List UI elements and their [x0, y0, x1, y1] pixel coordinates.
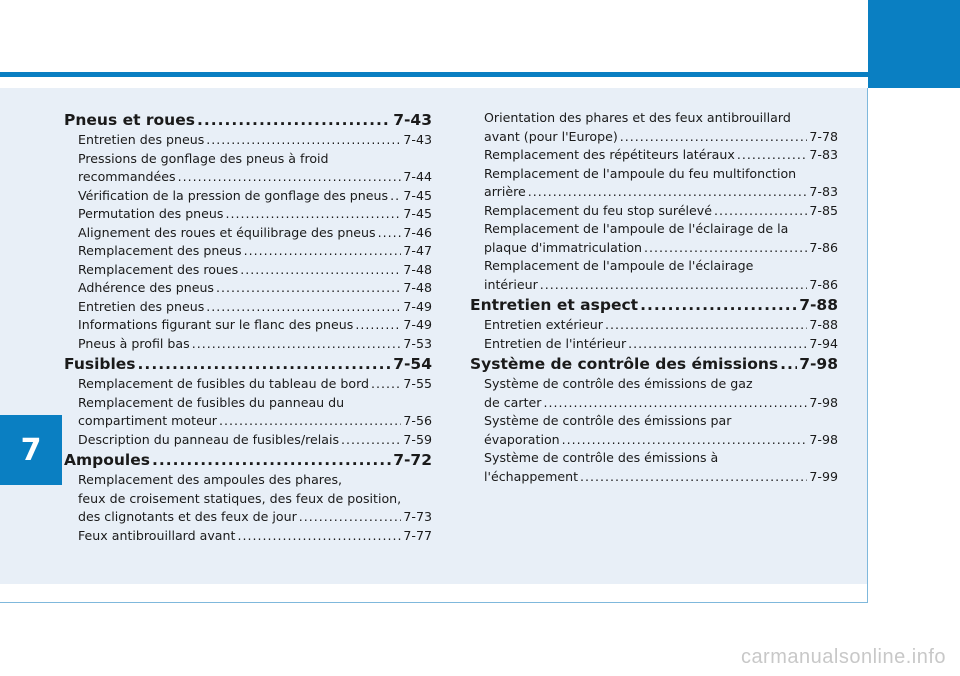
- toc-entry[interactable]: arrière ..... 7-83: [470, 183, 838, 202]
- toc-entry[interactable]: Adhérence des pneus ..... 7-48: [64, 279, 432, 298]
- toc-section-bulbs[interactable]: Ampoules ..... 7-72: [64, 449, 432, 471]
- toc-entry[interactable]: Remplacement du feu stop surélevé ..... 7-85: [470, 202, 838, 221]
- panel-divider: [867, 88, 868, 603]
- toc-entry[interactable]: intérieur ..... 7-86: [470, 276, 838, 295]
- toc-entry[interactable]: avant (pour l'Europe) ..... 7-78: [470, 128, 838, 147]
- toc-entry-line: Remplacement de l'ampoule de l'éclairage: [484, 258, 754, 273]
- watermark: carmanualsonline.info: [740, 646, 946, 668]
- toc-entry[interactable]: Description du panneau de fusibles/relais ..... 7-59: [64, 431, 432, 450]
- toc-section-fuses[interactable]: Fusibles ..... 7-54: [64, 353, 432, 375]
- toc-entry[interactable]: de carter ..... 7-98: [470, 394, 838, 413]
- toc-column-right: [470, 109, 838, 486]
- toc-entry[interactable]: Alignement des roues et équilibrage des pneus ..... 7-46: [64, 224, 432, 243]
- toc-entry-line: Remplacement de fusibles du panneau du: [78, 394, 345, 410]
- toc-entry-line: Orientation des phares et des feux antibrouillard: [484, 110, 791, 125]
- toc-entry-line: feux de croisement statiques, des feux de position,: [78, 490, 402, 506]
- toc-entry[interactable]: l'échappement ..... 7-99: [470, 468, 838, 487]
- toc-column-left: [64, 109, 432, 545]
- footer-rule: [0, 602, 868, 603]
- toc-section-emissions[interactable]: Système de contrôle des émissions ..... 7-98: [470, 353, 838, 375]
- toc-entry[interactable]: évaporation ..... 7-98: [470, 431, 838, 450]
- toc-entry-line: Remplacement de l'ampoule du feu multifonction: [484, 165, 797, 181]
- header-rule: [0, 72, 868, 77]
- toc-entry[interactable]: Permutation des pneus ..... 7-45: [64, 205, 432, 224]
- toc-entry-line: Remplacement des ampoules des phares,: [78, 472, 343, 487]
- toc-entry[interactable]: Remplacement des pneus ..... 7-47: [64, 242, 432, 261]
- toc-entry[interactable]: Informations figurant sur le flanc des pneus ..... 7-49: [64, 316, 432, 335]
- toc-entry-line: Remplacement de l'ampoule de l'éclairage de la: [484, 221, 789, 236]
- toc-entry[interactable]: Remplacement des répétiteurs latéraux ..... 7-83: [470, 146, 838, 165]
- toc-entry[interactable]: Entretien des pneus ..... 7-43: [64, 131, 432, 150]
- toc-entry[interactable]: Vérification de la pression de gonflage des pneus ..... 7-45: [64, 187, 432, 206]
- toc-entry[interactable]: compartiment moteur ..... 7-56: [64, 412, 432, 431]
- toc-entry[interactable]: Remplacement des roues ..... 7-48: [64, 261, 432, 280]
- toc-entry-line: Pressions de gonflage des pneus à froid: [78, 150, 329, 166]
- toc-entry[interactable]: Pneus à profil bas ..... 7-53: [64, 335, 432, 354]
- toc-entry[interactable]: des clignotants et des feux de jour ..... 7-73: [64, 508, 432, 527]
- toc-entry[interactable]: Entretien des pneus ..... 7-49: [64, 298, 432, 317]
- toc-entry-line: Système de contrôle des émissions à: [484, 450, 719, 465]
- toc-entry[interactable]: Entretien de l'intérieur ..... 7-94: [470, 335, 838, 354]
- toc-entry-line: Système de contrôle des émissions par: [484, 413, 732, 428]
- toc-section-tires[interactable]: Pneus et roues ..... 7-43: [64, 109, 432, 131]
- chapter-tab: [868, 0, 960, 88]
- toc-entry[interactable]: Remplacement de fusibles du tableau de bord ..... 7-55: [64, 375, 432, 394]
- toc-entry[interactable]: Entretien extérieur ..... 7-88: [470, 316, 838, 335]
- toc-entry-line: Système de contrôle des émissions de gaz: [484, 376, 753, 391]
- toc-entry[interactable]: Feux antibrouillard avant ..... 7-77: [64, 527, 432, 546]
- chapter-number: 7: [0, 415, 62, 485]
- toc-entry[interactable]: plaque d'immatriculation ..... 7-86: [470, 239, 838, 258]
- toc-section-care[interactable]: Entretien et aspect ..... 7-88: [470, 294, 838, 316]
- toc-entry[interactable]: recommandées ..... 7-44: [64, 168, 432, 187]
